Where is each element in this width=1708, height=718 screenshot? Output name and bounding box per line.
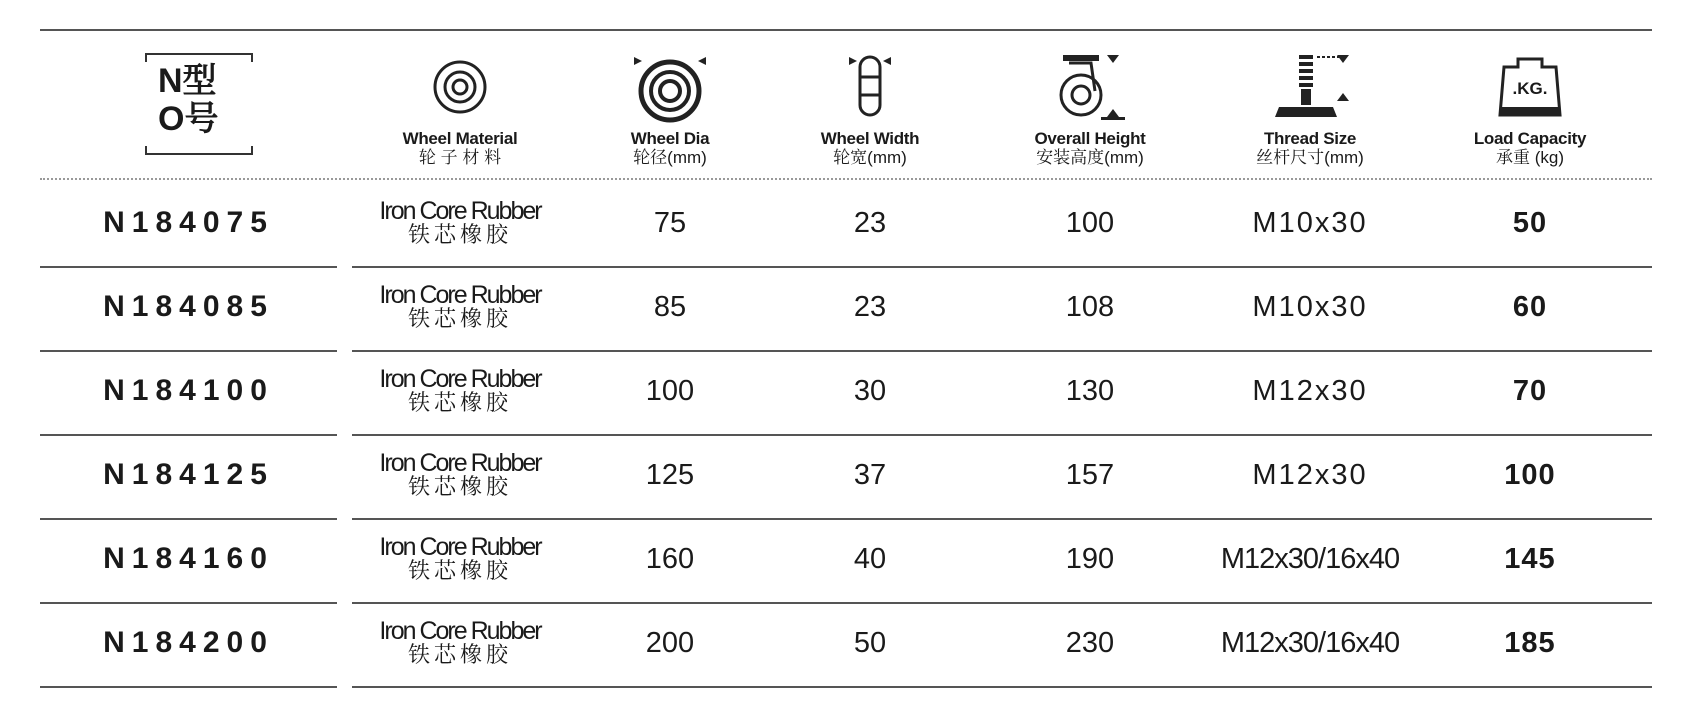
material-cn: 铁芯橡胶 bbox=[407, 222, 512, 247]
material-cn: 铁芯橡胶 bbox=[407, 558, 512, 583]
table-row bbox=[0, 436, 1708, 520]
header-label-cn: 承重 (kg) bbox=[1496, 148, 1564, 167]
material-en: Iron Core Rubber bbox=[379, 449, 541, 477]
header-label-cn: 轮 子 材 料 bbox=[418, 148, 502, 167]
material-cn: 铁芯橡胶 bbox=[407, 474, 512, 499]
load-capacity-cell: 60 bbox=[1512, 290, 1548, 323]
wheel-dia-cell: 75 bbox=[653, 206, 687, 239]
overall-height-cell: 100 bbox=[1065, 206, 1115, 239]
table-row bbox=[0, 352, 1708, 436]
model-code: N184160 bbox=[103, 542, 274, 575]
wheel-width-cell: 40 bbox=[853, 542, 887, 575]
model-code: N184085 bbox=[103, 290, 274, 323]
wheel-dia-cell: 200 bbox=[645, 626, 695, 659]
material-cn: 铁芯橡胶 bbox=[407, 390, 512, 415]
material-cn: 铁芯橡胶 bbox=[407, 642, 512, 667]
wheel-width-cell: 37 bbox=[853, 458, 887, 491]
wheel-dia-cell: 160 bbox=[645, 542, 695, 575]
wheel-diameter-icon bbox=[628, 51, 712, 123]
table-row bbox=[0, 184, 1708, 268]
header-thread-size bbox=[1220, 38, 1400, 168]
load-capacity-cell: 100 bbox=[1504, 458, 1556, 491]
header-overall-height bbox=[1000, 38, 1180, 168]
header-label-en: Thread Size bbox=[1263, 129, 1357, 148]
material-en: Iron Core Rubber bbox=[379, 197, 541, 225]
weight-kg-icon bbox=[1496, 51, 1564, 123]
header-label-en: Wheel Material bbox=[402, 129, 518, 148]
thread-size-cell: M10x30 bbox=[1252, 206, 1368, 239]
kg-icon-text: .KG. bbox=[1512, 79, 1548, 98]
wheel-material-cell bbox=[360, 184, 560, 262]
table-row bbox=[0, 268, 1708, 352]
wheel-width-cell: 23 bbox=[853, 206, 887, 239]
thread-bolt-icon bbox=[1265, 51, 1355, 123]
load-capacity-cell: 185 bbox=[1504, 626, 1556, 659]
material-en: Iron Core Rubber bbox=[379, 365, 541, 393]
model-code: N184200 bbox=[103, 626, 274, 659]
model-code: N184100 bbox=[103, 374, 274, 407]
model-label-bottom: O号 bbox=[158, 100, 219, 138]
wheel-material-cell bbox=[360, 604, 560, 682]
header-label-en: Wheel Width bbox=[820, 129, 920, 148]
load-capacity-cell: 70 bbox=[1512, 374, 1548, 407]
material-en: Iron Core Rubber bbox=[379, 533, 541, 561]
wheel-dia-cell: 100 bbox=[645, 374, 695, 407]
header-label-cn: 安装高度(mm) bbox=[1036, 148, 1144, 167]
header-label-cn: 丝杆尺寸(mm) bbox=[1256, 148, 1364, 167]
overall-height-cell: 108 bbox=[1065, 290, 1115, 323]
wheel-width-cell: 23 bbox=[853, 290, 887, 323]
wheel-material-cell bbox=[360, 436, 560, 514]
header-wheel-width bbox=[790, 38, 950, 168]
header-wheel-material bbox=[370, 38, 550, 168]
caster-height-icon bbox=[1045, 51, 1135, 123]
header-load-capacity bbox=[1440, 38, 1620, 168]
header-label-en: Wheel Dia bbox=[630, 129, 710, 148]
thread-size-cell: M12x30 bbox=[1252, 374, 1368, 407]
overall-height-cell: 157 bbox=[1065, 458, 1115, 491]
table-row bbox=[0, 604, 1708, 688]
header-wheel-dia bbox=[590, 38, 750, 168]
header-divider bbox=[40, 178, 1652, 180]
wheel-material-icon bbox=[430, 51, 490, 123]
load-capacity-cell: 50 bbox=[1512, 206, 1548, 239]
model-code: N184125 bbox=[103, 458, 274, 491]
material-cn: 铁芯橡胶 bbox=[407, 306, 512, 331]
wheel-width-icon bbox=[845, 51, 895, 123]
wheel-dia-cell: 125 bbox=[645, 458, 695, 491]
wheel-material-cell bbox=[360, 268, 560, 346]
overall-height-cell: 130 bbox=[1065, 374, 1115, 407]
model-code: N184075 bbox=[103, 206, 274, 239]
overall-height-cell: 190 bbox=[1065, 542, 1115, 575]
header-label-cn: 轮宽(mm) bbox=[833, 148, 907, 167]
material-en: Iron Core Rubber bbox=[379, 617, 541, 645]
table-top-rule bbox=[40, 29, 1652, 31]
thread-size-cell: M12x30/16x40 bbox=[1220, 542, 1400, 575]
load-capacity-cell: 145 bbox=[1504, 542, 1556, 575]
wheel-width-cell: 30 bbox=[853, 374, 887, 407]
row-rule bbox=[352, 686, 1652, 688]
row-rule bbox=[40, 686, 337, 688]
thread-size-cell: M12x30 bbox=[1252, 458, 1368, 491]
wheel-material-cell bbox=[360, 520, 560, 598]
wheel-material-cell bbox=[360, 352, 560, 430]
model-label-top: N型 bbox=[158, 62, 217, 100]
header-label-cn: 轮径(mm) bbox=[633, 148, 707, 167]
table-row bbox=[0, 520, 1708, 604]
wheel-width-cell: 50 bbox=[853, 626, 887, 659]
wheel-dia-cell: 85 bbox=[653, 290, 687, 323]
header-label-en: Overall Height bbox=[1034, 129, 1146, 148]
material-en: Iron Core Rubber bbox=[379, 281, 541, 309]
header-label-en: Load Capacity bbox=[1473, 129, 1587, 148]
thread-size-cell: M10x30 bbox=[1252, 290, 1368, 323]
model-number-header bbox=[140, 52, 258, 156]
overall-height-cell: 230 bbox=[1065, 626, 1115, 659]
thread-size-cell: M12x30/16x40 bbox=[1220, 626, 1400, 659]
